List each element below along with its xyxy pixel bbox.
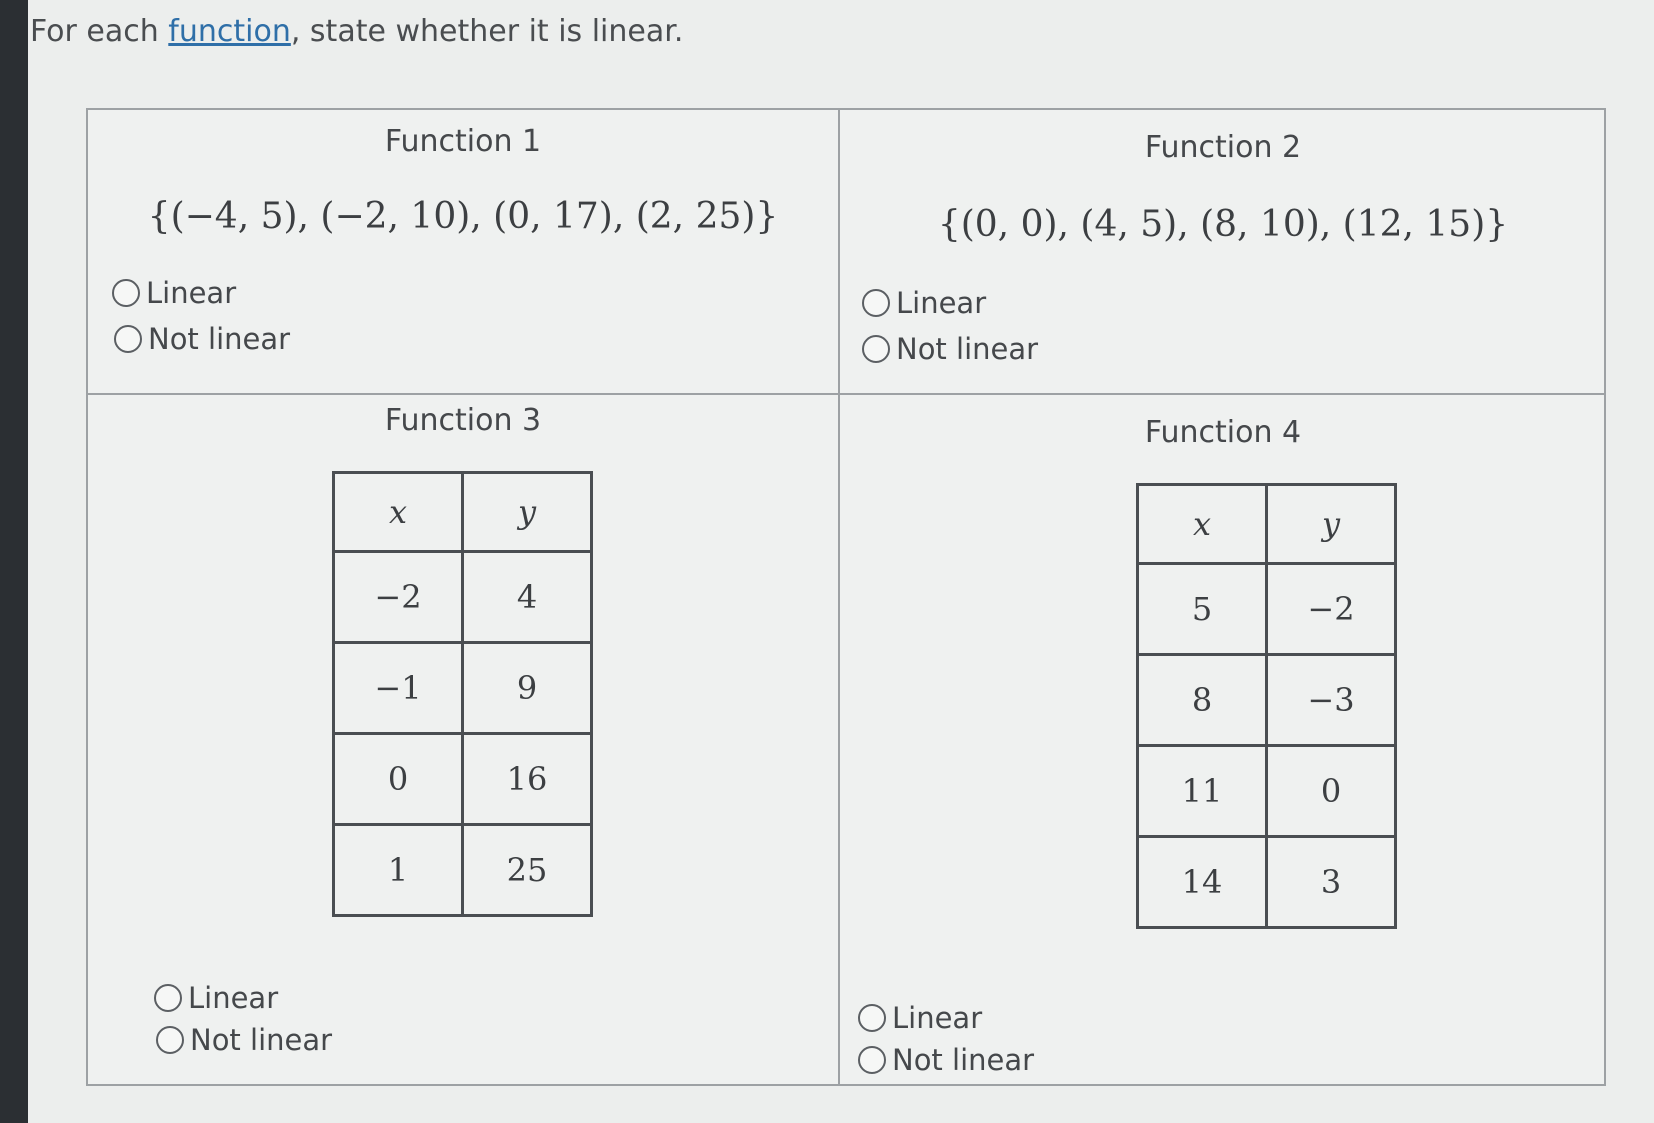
x-column-header: x <box>334 473 463 552</box>
function-3-table <box>332 471 593 917</box>
function-4-table <box>1136 483 1397 929</box>
function-3-linear-option[interactable] <box>154 981 278 1015</box>
function-link[interactable]: function <box>168 14 291 49</box>
table-row <box>334 643 592 734</box>
function-2-title: Function 2 <box>1144 130 1302 165</box>
function-2-not-linear-option[interactable] <box>862 332 1038 366</box>
y-cell: 4 <box>463 552 592 643</box>
radio-icon[interactable] <box>862 289 890 317</box>
x-cell: 11 <box>1138 746 1267 837</box>
function-2-panel <box>840 110 1606 395</box>
screen-left-edge <box>0 0 28 1123</box>
function-2-set: {(0, 0), (4, 5), (8, 10), (12, 15)} <box>937 204 1509 245</box>
table-row <box>1138 655 1396 746</box>
radio-icon[interactable] <box>112 279 140 307</box>
function-3-title: Function 3 <box>384 403 542 438</box>
function-4-linear-option[interactable] <box>858 1001 982 1035</box>
table-row <box>334 734 592 825</box>
radio-icon[interactable] <box>858 1004 886 1032</box>
y-cell: 25 <box>463 825 592 916</box>
instructions <box>30 14 683 49</box>
table-row <box>1138 564 1396 655</box>
not-linear-label: Not linear <box>148 322 291 356</box>
y-cell: 9 <box>463 643 592 734</box>
x-cell: 1 <box>334 825 463 916</box>
x-cell: 5 <box>1138 564 1267 655</box>
y-cell: −3 <box>1267 655 1396 746</box>
instructions-text-start: For each <box>30 14 169 49</box>
instructions-text-end: , state whether it is linear. <box>290 14 684 49</box>
not-linear-label: Not linear <box>896 332 1039 366</box>
function-4-not-linear-option[interactable] <box>858 1043 1034 1077</box>
radio-icon[interactable] <box>114 325 142 353</box>
table-row <box>1138 746 1396 837</box>
function-1-title: Function 1 <box>384 124 542 159</box>
function-4-panel <box>840 395 1606 1084</box>
x-cell: −2 <box>334 552 463 643</box>
function-4-title: Function 4 <box>1144 415 1302 450</box>
function-1-not-linear-option[interactable] <box>114 322 290 356</box>
x-cell: −1 <box>334 643 463 734</box>
y-column-header: y <box>463 473 592 552</box>
functions-grid <box>86 108 1606 1086</box>
linear-label: Linear <box>146 276 237 310</box>
function-3-not-linear-option[interactable] <box>156 1023 332 1057</box>
y-cell: 0 <box>1267 746 1396 837</box>
linear-label: Linear <box>188 981 279 1015</box>
x-cell: 0 <box>334 734 463 825</box>
function-1-set: {(−4, 5), (−2, 10), (0, 17), (2, 25)} <box>147 196 779 237</box>
table-row <box>334 825 592 916</box>
y-cell: 16 <box>463 734 592 825</box>
y-cell: −2 <box>1267 564 1396 655</box>
radio-icon[interactable] <box>862 335 890 363</box>
x-column-header: x <box>1138 485 1267 564</box>
y-column-header: y <box>1267 485 1396 564</box>
radio-icon[interactable] <box>154 984 182 1012</box>
linear-label: Linear <box>892 1001 983 1035</box>
not-linear-label: Not linear <box>892 1043 1035 1077</box>
not-linear-label: Not linear <box>190 1023 333 1057</box>
table-row <box>1138 837 1396 928</box>
radio-icon[interactable] <box>156 1026 184 1054</box>
table-row <box>334 552 592 643</box>
function-1-linear-option[interactable] <box>112 276 236 310</box>
x-cell: 14 <box>1138 837 1267 928</box>
function-2-linear-option[interactable] <box>862 286 986 320</box>
y-cell: 3 <box>1267 837 1396 928</box>
function-1-panel <box>88 110 840 395</box>
function-3-panel <box>88 395 840 1084</box>
linear-label: Linear <box>896 286 987 320</box>
x-cell: 8 <box>1138 655 1267 746</box>
radio-icon[interactable] <box>858 1046 886 1074</box>
